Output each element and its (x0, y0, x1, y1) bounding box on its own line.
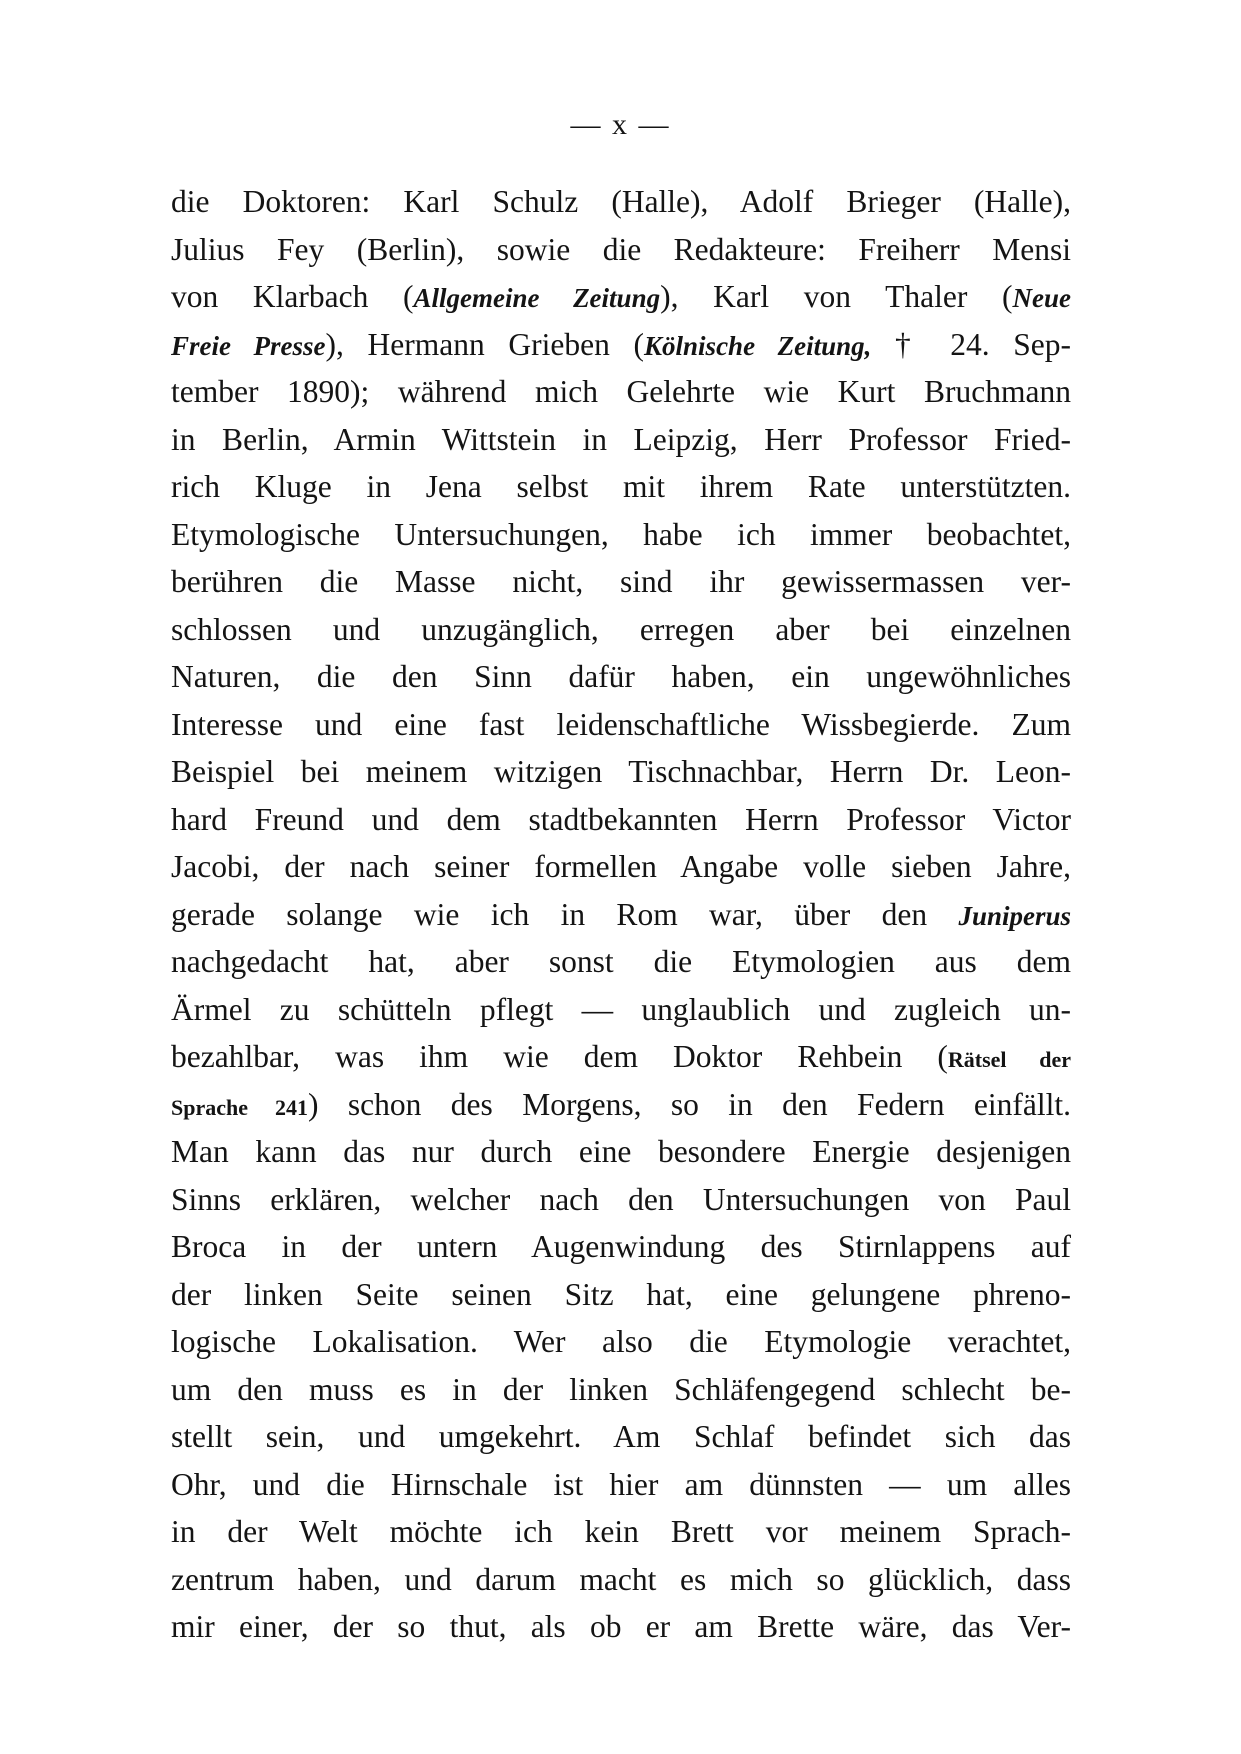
text-line (171, 796, 1071, 844)
text-run: Beispiel bei meinem witzigen Tischnachbar, Herrn Dr. Leon- (171, 754, 1071, 789)
text-run: die Doktoren: Karl Schulz (Halle), Adolf Brieger (Halle), (171, 184, 1071, 219)
text-run: Julius Fey (Berlin), sowie die Redakteure: Freiherr Mensi (171, 231, 1071, 267)
text-line (171, 416, 1071, 464)
text-run: Naturen, die den Sinn dafür haben, ein ungewöhnliches (171, 659, 1071, 694)
text-run: in der Welt möchte ich kein Brett vor meinem Sprach- (171, 1514, 1071, 1549)
text-run: in Berlin, Armin Wittstein in Leipzig, Herr Professor Fried- (171, 421, 1071, 457)
text-line (171, 1366, 1071, 1414)
text-run: berühren die Masse nicht, sind ihr gewissermassen ver- (171, 564, 1071, 599)
text-line (171, 1461, 1071, 1509)
text-run: logische Lokalisation. Wer also die Etymologie verachtet, (171, 1324, 1071, 1359)
text-line (171, 843, 1071, 891)
text-line (171, 558, 1071, 606)
italic-title: Kölnische Zeitung, (644, 330, 872, 361)
text-line (171, 891, 1071, 939)
text-line (171, 273, 1071, 321)
text-line (171, 1413, 1071, 1461)
text-line (171, 986, 1071, 1034)
text-line (171, 1176, 1071, 1224)
text-line (171, 1081, 1071, 1129)
text-run: Etymologische Untersuchungen, habe ich immer beobachtet, (171, 516, 1071, 552)
text-run: Broca in der untern Augenwindung des Stirnlappens auf (171, 1229, 1071, 1264)
text-run: tember 1890); während mich Gelehrte wie Kurt Bruchmann (171, 374, 1071, 409)
text-run: bezahlbar, was ihm wie dem Doktor Rehbein ( (171, 1039, 948, 1074)
text-line (171, 938, 1071, 986)
text-run: von Klarbach ( (171, 279, 414, 314)
italic-title: Freie Presse (171, 330, 326, 361)
text-line (171, 463, 1071, 511)
text-run: mir einer, der so thut, als ob er am Brette wäre, das Ver- (171, 1609, 1071, 1644)
text-run: Man kann das nur durch eine besondere Energie desjenigen (171, 1134, 1071, 1169)
italic-title: Juniperus (958, 900, 1071, 931)
text-run: Ohr, und die Hirnschale ist hier am dünnsten — um alles (171, 1466, 1071, 1502)
text-line (171, 701, 1071, 749)
text-line (171, 1318, 1071, 1366)
text-run: hard Freund und dem stadtbekannten Herrn Professor Victor (171, 801, 1071, 837)
text-run: ), Karl von Thaler ( (660, 279, 1013, 314)
text-line (171, 1603, 1071, 1651)
text-line (171, 511, 1071, 559)
body-text (171, 178, 1071, 1651)
small-reference: Sprache 241 (171, 1094, 309, 1120)
text-line (171, 368, 1071, 416)
text-line (171, 1556, 1071, 1604)
text-run: Ärmel zu schütteln pflegt — unglaublich und zugleich un- (171, 991, 1071, 1027)
text-run: rich Kluge in Jena selbst mit ihrem Rate unterstützten. (171, 469, 1071, 504)
italic-title: Neue (1012, 283, 1071, 313)
page-number: — x — (570, 108, 671, 141)
text-run: schlossen und unzugänglich, erregen aber bei einzelnen (171, 611, 1071, 647)
text-run: zentrum haben, und darum macht es mich so glücklich, dass (171, 1561, 1071, 1597)
text-line (171, 653, 1071, 701)
text-run: der linken Seite seinen Sitz hat, eine gelungene phreno- (171, 1276, 1071, 1312)
text-run: ), Hermann Grieben ( (325, 326, 645, 362)
text-run: stellt sein, und umgekehrt. Am Schlaf befindet sich das (171, 1419, 1071, 1454)
text-run: Interesse und eine fast leidenschaftliche Wissbegierde. Zum (171, 706, 1071, 742)
italic-title: Allgemeine Zeitung (413, 283, 661, 313)
text-run: ) schon des Morgens, so in den Federn einfällt. (308, 1086, 1072, 1122)
text-line (171, 178, 1071, 226)
text-line (171, 748, 1071, 796)
text-run: Jacobi, der nach seiner formellen Angabe volle sieben Jahre, (171, 849, 1071, 884)
text-line (171, 321, 1071, 369)
text-run: um den muss es in der linken Schläfengegend schlecht be- (171, 1371, 1071, 1407)
text-line (171, 226, 1071, 274)
text-line (171, 1223, 1071, 1271)
text-line (171, 1033, 1071, 1081)
text-run: nachgedacht hat, aber sonst die Etymologien aus dem (171, 944, 1071, 979)
text-line (171, 1128, 1071, 1176)
text-run: Sinns erklären, welcher nach den Untersuchungen von Paul (171, 1181, 1071, 1217)
small-reference: Rätsel der (947, 1047, 1071, 1072)
text-line (171, 606, 1071, 654)
text-line (171, 1508, 1071, 1556)
text-run: gerade solange wie ich in Rom war, über den (171, 896, 959, 932)
text-line (171, 1271, 1071, 1319)
text-run: † 24. Sep- (871, 326, 1072, 362)
